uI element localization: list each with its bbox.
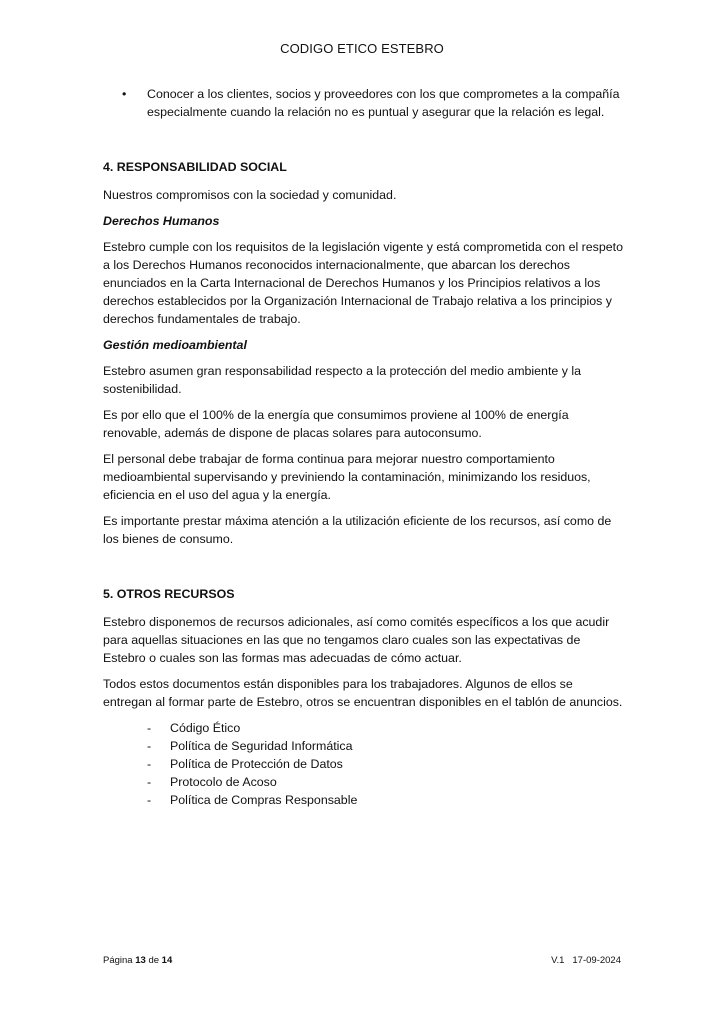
document-name: Protocolo de Acoso bbox=[170, 775, 277, 789]
bullet-icon: • bbox=[122, 87, 127, 101]
bullet-text: Conocer a los clientes, socios y proveedores con los que comprometes a la compañía especialmente cuando la relación no es puntual y asegurar que la relación es legal. bbox=[147, 87, 620, 119]
environment-title: Gestión medioambiental bbox=[103, 338, 247, 352]
dash-icon: - bbox=[147, 757, 152, 771]
page-of-word: de bbox=[148, 955, 160, 966]
page-content bbox=[103, 85, 623, 809]
resources-paragraph: Estebro disponemos de recursos adicionales, así como comités específicos a los que acudir para aquellas situaciones en las que no tengamos claro cuales son las expectativas de Estebro o cuales son las formas mas adecuadas de cómo actuar. bbox=[103, 615, 610, 665]
page-number bbox=[103, 955, 172, 966]
intro-bullet-list bbox=[103, 85, 623, 121]
dash-icon: - bbox=[147, 775, 152, 789]
section-4-heading: 4. RESPONSABILIDAD SOCIAL bbox=[103, 160, 287, 174]
document-name: Política de Protección de Datos bbox=[170, 757, 343, 771]
list-item bbox=[103, 791, 623, 809]
document-name: Código Ético bbox=[170, 721, 241, 735]
document-name: Política de Compras Responsable bbox=[170, 793, 358, 807]
list-item bbox=[103, 85, 623, 121]
version-label: V.1 bbox=[551, 955, 565, 966]
page-header bbox=[0, 41, 724, 56]
human-rights-title: Derechos Humanos bbox=[103, 214, 220, 228]
page-word: Página bbox=[103, 955, 133, 966]
human-rights-text: Estebro cumple con los requisitos de la legislación vigente y está comprometida con el respeto a los Derechos Humanos reconocidos internacionalmente, que abarcan los derechos enunciados en la Carta Internacional de Derechos Humanos y los Principios relativos a los derechos establecidos por la Organización Internacional de Trabajo relativa a los principios y derechos fundamentales de trabajo. bbox=[103, 240, 623, 326]
environment-paragraph: El personal debe trabajar de forma continua para mejorar nuestro comportamiento medioambiental supervisando y previniendo la contaminación, minimizando los residuos, eficiencia en el uso del agua y la energía. bbox=[103, 452, 591, 502]
document-title: CODIGO ETICO ESTEBRO bbox=[280, 41, 444, 56]
environment-paragraph: Es importante prestar máxima atención a la utilización eficiente de los recursos, así como de los bienes de consumo. bbox=[103, 514, 612, 546]
dash-icon: - bbox=[147, 739, 152, 753]
version-date: 17-09-2024 bbox=[572, 955, 621, 966]
section-5-heading: 5. OTROS RECURSOS bbox=[103, 587, 235, 601]
list-item bbox=[103, 773, 623, 791]
list-item bbox=[103, 737, 623, 755]
resources-paragraph: Todos estos documentos están disponibles para los trabajadores. Algunos de ellos se entregan al formar parte de Estebro, otros se encuentran disponibles en el tablón de anuncios. bbox=[103, 677, 623, 709]
list-item bbox=[103, 755, 623, 773]
current-page: 13 bbox=[135, 955, 146, 966]
environment-paragraph: Es por ello que el 100% de la energía que consumimos proviene al 100% de energía renovable, además de dispone de placas solares para autoconsumo. bbox=[103, 408, 569, 440]
dash-icon: - bbox=[147, 793, 152, 807]
section-4-intro: Nuestros compromisos con la sociedad y comunidad. bbox=[103, 188, 397, 202]
total-pages: 14 bbox=[161, 955, 173, 966]
list-item bbox=[103, 719, 623, 737]
version-info bbox=[551, 955, 621, 966]
documents-list bbox=[103, 719, 623, 809]
environment-paragraph: Estebro asumen gran responsabilidad respecto a la protección del medio ambiente y la sostenibilidad. bbox=[103, 364, 582, 396]
dash-icon: - bbox=[147, 721, 152, 735]
document-name: Política de Seguridad Informática bbox=[170, 739, 353, 753]
